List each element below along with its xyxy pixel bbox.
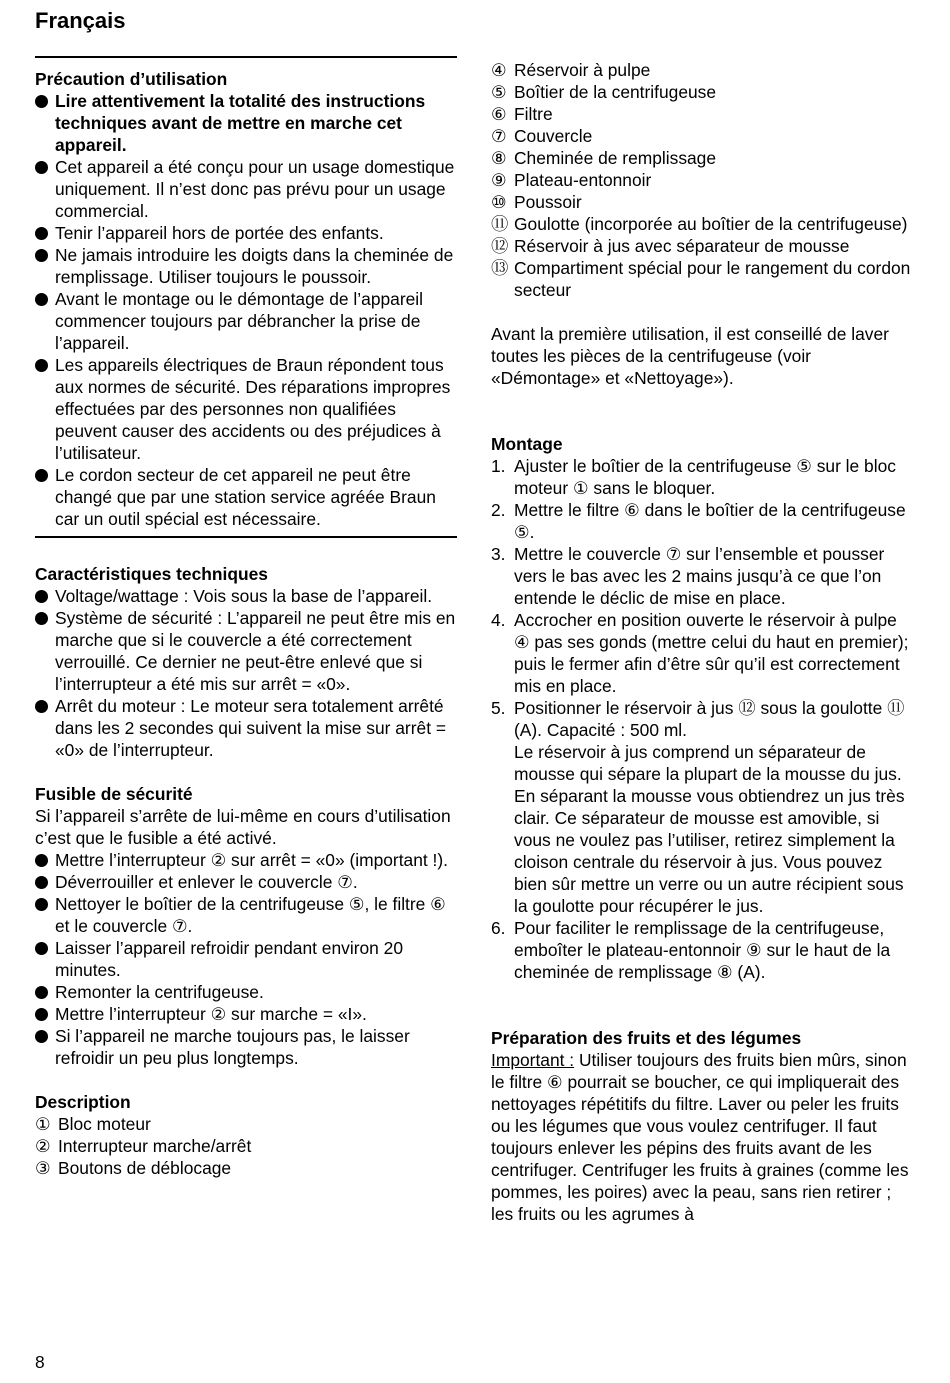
montage-step: 5. Positionner le réservoir à jus ⑫ sous la goulotte ⑪ (A). Capacité : 500 ml. xyxy=(491,698,905,740)
description-section xyxy=(35,1091,457,1179)
fuse-item: Laisser l’appareil refroidir pendant environ 20 minutes. xyxy=(35,937,457,981)
description-heading: Description xyxy=(35,1092,131,1112)
precaution-section xyxy=(35,68,457,530)
description-item: ⑪ Goulotte (incorporée au boîtier de la centrifugeuse) xyxy=(491,214,908,234)
montage-step: 4. Accrocher en position ouverte le réservoir à pulpe ④ pas ses gonds (mettre celui du haut en premier); puis le fermer afin d’être sûr qu’il est correctement mis en place. xyxy=(491,610,909,696)
description-item: ③ Boutons de déblocage xyxy=(35,1158,232,1178)
precaution-item: Ne jamais introduire les doigts dans la cheminée de remplissage. Utiliser toujours le poussoir. xyxy=(35,244,457,288)
specs-item: Voltage/wattage : Vois sous la base de l’appareil. xyxy=(35,585,457,607)
fuse-item: Mettre l’interrupteur ② sur marche = «I». xyxy=(35,1003,457,1025)
montage-section xyxy=(491,433,913,983)
fuse-intro: Si l’appareil s’arrête de lui-même en cours d’utilisation c’est que le fusible a été activé. xyxy=(35,806,451,848)
precaution-heading: Précaution d’utilisation xyxy=(35,69,228,89)
description-item: ⑦ Couvercle xyxy=(491,126,593,146)
precaution-item: Le cordon secteur de cet appareil ne peut être changé que par une station service agréée Braun car un outil spécial est nécessaire. xyxy=(35,464,457,530)
right-column xyxy=(491,59,913,1225)
description-item: ⑨ Plateau-entonnoir xyxy=(491,170,652,190)
precaution-item: Lire attentivement la totalité des instructions techniques avant de mettre en marche cet appareil. xyxy=(35,90,457,156)
fuse-item: Remonter la centrifugeuse. xyxy=(35,981,457,1003)
specs-heading: Caractéristiques techniques xyxy=(35,564,268,584)
left-column xyxy=(35,56,457,1179)
description-item: ⑬ Compartiment spécial pour le rangement du cordon secteur xyxy=(491,258,911,300)
specs-section xyxy=(35,563,457,761)
description-item: ⑩ Poussoir xyxy=(491,192,582,212)
page-number: 8 xyxy=(35,1352,45,1372)
fuse-item: Mettre l’interrupteur ② sur arrêt = «0» (important !). xyxy=(35,849,457,871)
fuse-item: Si l’appareil ne marche toujours pas, le laisser refroidir un peu plus longtemps. xyxy=(35,1025,457,1069)
montage-step: 2. Mettre le filtre ⑥ dans le boîtier de la centrifugeuse ⑤. xyxy=(491,500,906,542)
montage-heading: Montage xyxy=(491,434,563,454)
description-item: ⑤ Boîtier de la centrifugeuse xyxy=(491,82,717,102)
specs-item: Arrêt du moteur : Le moteur sera totalement arrêté dans les 2 secondes qui suivent la mise sur arrêt = «0» de l’interrupteur. xyxy=(35,695,457,761)
description-item: ② Interrupteur marche/arrêt xyxy=(35,1136,252,1156)
specs-item: Système de sécurité : L’appareil ne peut être mis en marche que si le couvercle a été correctement verrouillé. Ce dernier ne peut-être enlevé que si l’interrupteur a été mis sur arrêt = «0». xyxy=(35,607,457,695)
description-item: ④ Réservoir à pulpe xyxy=(491,60,651,80)
fuse-item: Nettoyer le boîtier de la centrifugeuse ⑤, le filtre ⑥ et le couvercle ⑦. xyxy=(35,893,457,937)
description-item: ⑧ Cheminée de remplissage xyxy=(491,148,717,168)
fuse-heading: Fusible de sécurité xyxy=(35,784,193,804)
important-label: Important : xyxy=(491,1050,575,1070)
precaution-item: Les appareils électriques de Braun répondent tous aux normes de sécurité. Des réparations impropres effectuées par des personnes non qualifiées peuvent causer des accidents ou des préjudices à l’utilisateur. xyxy=(35,354,457,464)
montage-step: 3. Mettre le couvercle ⑦ sur l’ensemble et pousser vers le bas avec les 2 mains jusqu’à ce que l’on entende le déclic de mise en place. xyxy=(491,544,885,608)
precaution-item: Tenir l’appareil hors de portée des enfants. xyxy=(35,222,457,244)
description-continued xyxy=(491,59,913,301)
fuse-section xyxy=(35,783,457,1069)
montage-step: 6. Pour faciliter le remplissage de la centrifugeuse, emboîter le plateau-entonnoir ⑨ sur le haut de la cheminée de remplissage ⑧ (A). xyxy=(491,918,891,982)
preparation-section xyxy=(491,1027,913,1225)
precaution-item: Cet appareil a été conçu pour un usage domestique uniquement. Il n’est donc pas prévu pour un usage commercial. xyxy=(35,156,457,222)
description-item: ⑥ Filtre xyxy=(491,104,553,124)
precaution-item: Avant le montage ou le démontage de l’appareil commencer toujours par débrancher la prise de l’appareil. xyxy=(35,288,457,354)
page-title: Français xyxy=(35,8,126,33)
montage-step-note: Le réservoir à jus comprend un séparateur de mousse qui sépare la plupart de la mousse du jus. En séparant la mousse vous obtiendrez un jus très clair. Ce séparateur de mousse est amovible, si vous ne voulez pas l’utiliser, retirez simplement la cloison centrale du réservoir à jus. Vous pouvez bien sûr mettre un verre ou un autre récipient sous la goulotte pour récupérer le jus. xyxy=(514,742,905,916)
first-use-paragraph: Avant la première utilisation, il est conseillé de laver toutes les pièces de la centrifugeuse (voir «Démontage» et «Nettoyage»). xyxy=(491,324,889,388)
section-divider xyxy=(35,56,457,58)
montage-step: 1. Ajuster le boîtier de la centrifugeuse ⑤ sur le bloc moteur ① sans le bloquer. xyxy=(491,456,896,498)
description-item: ① Bloc moteur xyxy=(35,1114,151,1134)
preparation-paragraph: Important : Utiliser toujours des fruits bien mûrs, sinon le filtre ⑥ pourrait se boucher, ce qui impliquerait des nettoyages répétitifs du filtre. Laver ou peler les fruits ou les légumes que vous voulez centrifuger. Il faut toujours enlever les pépins des fruits avant de les centrifuger. Centrifuger les fruits à graines (comme les pommes, les poires) avec la peau, sans rien retirer ; les fruits ou les agrumes à xyxy=(491,1050,909,1224)
description-item: ⑫ Réservoir à jus avec séparateur de mousse xyxy=(491,236,850,256)
preparation-heading: Préparation des fruits et des légumes xyxy=(491,1028,802,1048)
fuse-item: Déverrouiller et enlever le couvercle ⑦. xyxy=(35,871,457,893)
